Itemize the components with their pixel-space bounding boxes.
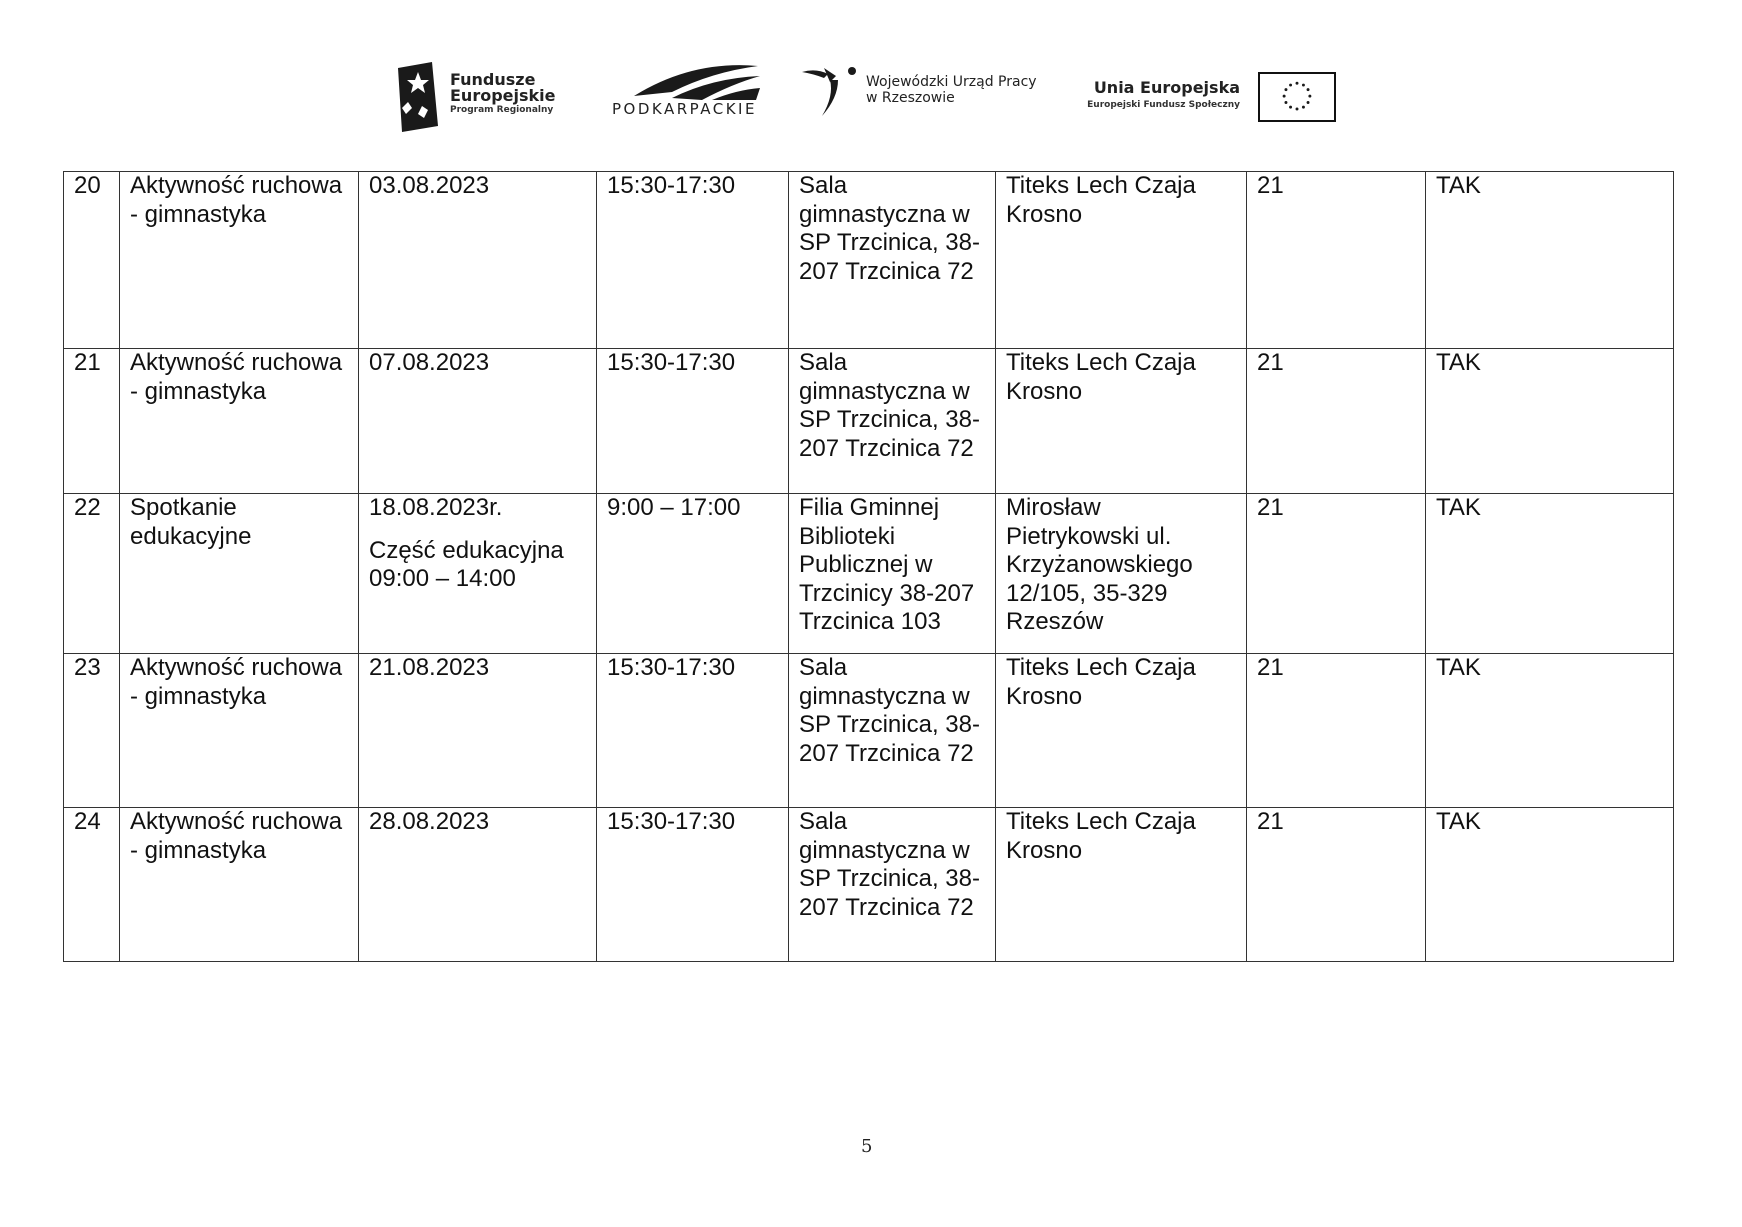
cell-date <box>359 808 597 962</box>
fundusze-line2: Europejskie <box>450 86 556 105</box>
cell-time: 15:30-17:30 <box>597 808 789 962</box>
cell-activity: Aktywność ruchowa - gimnastyka <box>120 654 359 808</box>
date-text: 07.08.2023 <box>369 349 490 376</box>
date-text: 03.08.2023 <box>369 172 490 199</box>
date-text: 28.08.2023 <box>369 808 490 835</box>
cell-date <box>359 172 597 349</box>
cell-place: Sala gimnastyczna w SP Trzcinica, 38-207 Trzcinica 72 <box>789 654 996 808</box>
cell-answer: TAK <box>1426 654 1674 808</box>
cell-activity: Aktywność ruchowa - gimnastyka <box>120 808 359 962</box>
date-note: Część edukacyjna 09:00 – 14:00 <box>369 536 564 592</box>
fundusze-europejskie-logo <box>398 60 578 134</box>
cell-count: 21 <box>1247 494 1426 654</box>
cell-place: Sala gimnastyczna w SP Trzcinica, 38-207 Trzcinica 72 <box>789 808 996 962</box>
cell-activity: Spotkanie edukacyjne <box>120 494 359 654</box>
cell-answer: TAK <box>1426 494 1674 654</box>
cell-provider: Titeks Lech Czaja Krosno <box>996 654 1247 808</box>
ue-line2: Europejski Fundusz Społeczny <box>1087 100 1240 110</box>
cell-time: 15:30-17:30 <box>597 172 789 349</box>
cell-count: 21 <box>1247 808 1426 962</box>
page-number: 5 <box>861 1136 873 1157</box>
cell-time: 15:30-17:30 <box>597 349 789 494</box>
date-text: 18.08.2023r. <box>369 494 503 521</box>
cell-date <box>359 349 597 494</box>
cell-answer: TAK <box>1426 349 1674 494</box>
logo-strip <box>0 0 1742 140</box>
table-row <box>64 494 1674 654</box>
eu-flag-icon <box>1258 72 1336 122</box>
table-row <box>64 172 1674 349</box>
table-row <box>64 349 1674 494</box>
cell-time: 9:00 – 17:00 <box>597 494 789 654</box>
wup-line2: w Rzeszowie <box>866 90 955 107</box>
date-text: 21.08.2023 <box>369 654 490 681</box>
cell-place: Sala gimnastyczna w SP Trzcinica, 38-207 Trzcinica 72 <box>789 172 996 349</box>
wup-logo <box>800 62 1070 122</box>
fundusze-line1: Fundusze <box>450 70 536 89</box>
cell-date <box>359 654 597 808</box>
cell-time: 15:30-17:30 <box>597 654 789 808</box>
cell-provider: Titeks Lech Czaja Krosno <box>996 349 1247 494</box>
cell-place: Filia Gminnej Biblioteki Publicznej w Trzcinicy 38-207 Trzcinica 103 <box>789 494 996 654</box>
ue-line1: Unia Europejska <box>1093 78 1240 97</box>
cell-date <box>359 494 597 654</box>
fundusze-line3: Program Regionalny <box>450 105 554 115</box>
cell-provider: Titeks Lech Czaja Krosno <box>996 808 1247 962</box>
podkarpackie-swoosh-icon <box>632 62 762 102</box>
fundusze-star-mark-icon <box>398 62 438 132</box>
cell-number: 23 <box>64 654 120 808</box>
cell-provider: Mirosław Pietrykowski ul. Krzyżanowskiego 12/105, 35-329 Rzeszów <box>996 494 1247 654</box>
table-row <box>64 808 1674 962</box>
cell-number: 21 <box>64 349 120 494</box>
cell-provider: Titeks Lech Czaja Krosno <box>996 172 1247 349</box>
unia-europejska-logo <box>1068 70 1338 126</box>
table-row <box>64 654 1674 808</box>
cell-answer: TAK <box>1426 172 1674 349</box>
cell-answer: TAK <box>1426 808 1674 962</box>
cell-activity: Aktywność ruchowa - gimnastyka <box>120 172 359 349</box>
cell-number: 24 <box>64 808 120 962</box>
cell-count: 21 <box>1247 172 1426 349</box>
cell-activity: Aktywność ruchowa - gimnastyka <box>120 349 359 494</box>
podkarpackie-text: PODKARPACKIE <box>612 100 757 118</box>
podkarpackie-logo <box>612 62 782 122</box>
wup-bird-icon <box>800 62 860 120</box>
cell-place: Sala gimnastyczna w SP Trzcinica, 38-207 Trzcinica 72 <box>789 349 996 494</box>
cell-number: 20 <box>64 172 120 349</box>
cell-count: 21 <box>1247 654 1426 808</box>
cell-count: 21 <box>1247 349 1426 494</box>
wup-line1: Wojewódzki Urząd Pracy <box>866 74 1037 90</box>
cell-number: 22 <box>64 494 120 654</box>
schedule-table <box>63 171 1674 962</box>
